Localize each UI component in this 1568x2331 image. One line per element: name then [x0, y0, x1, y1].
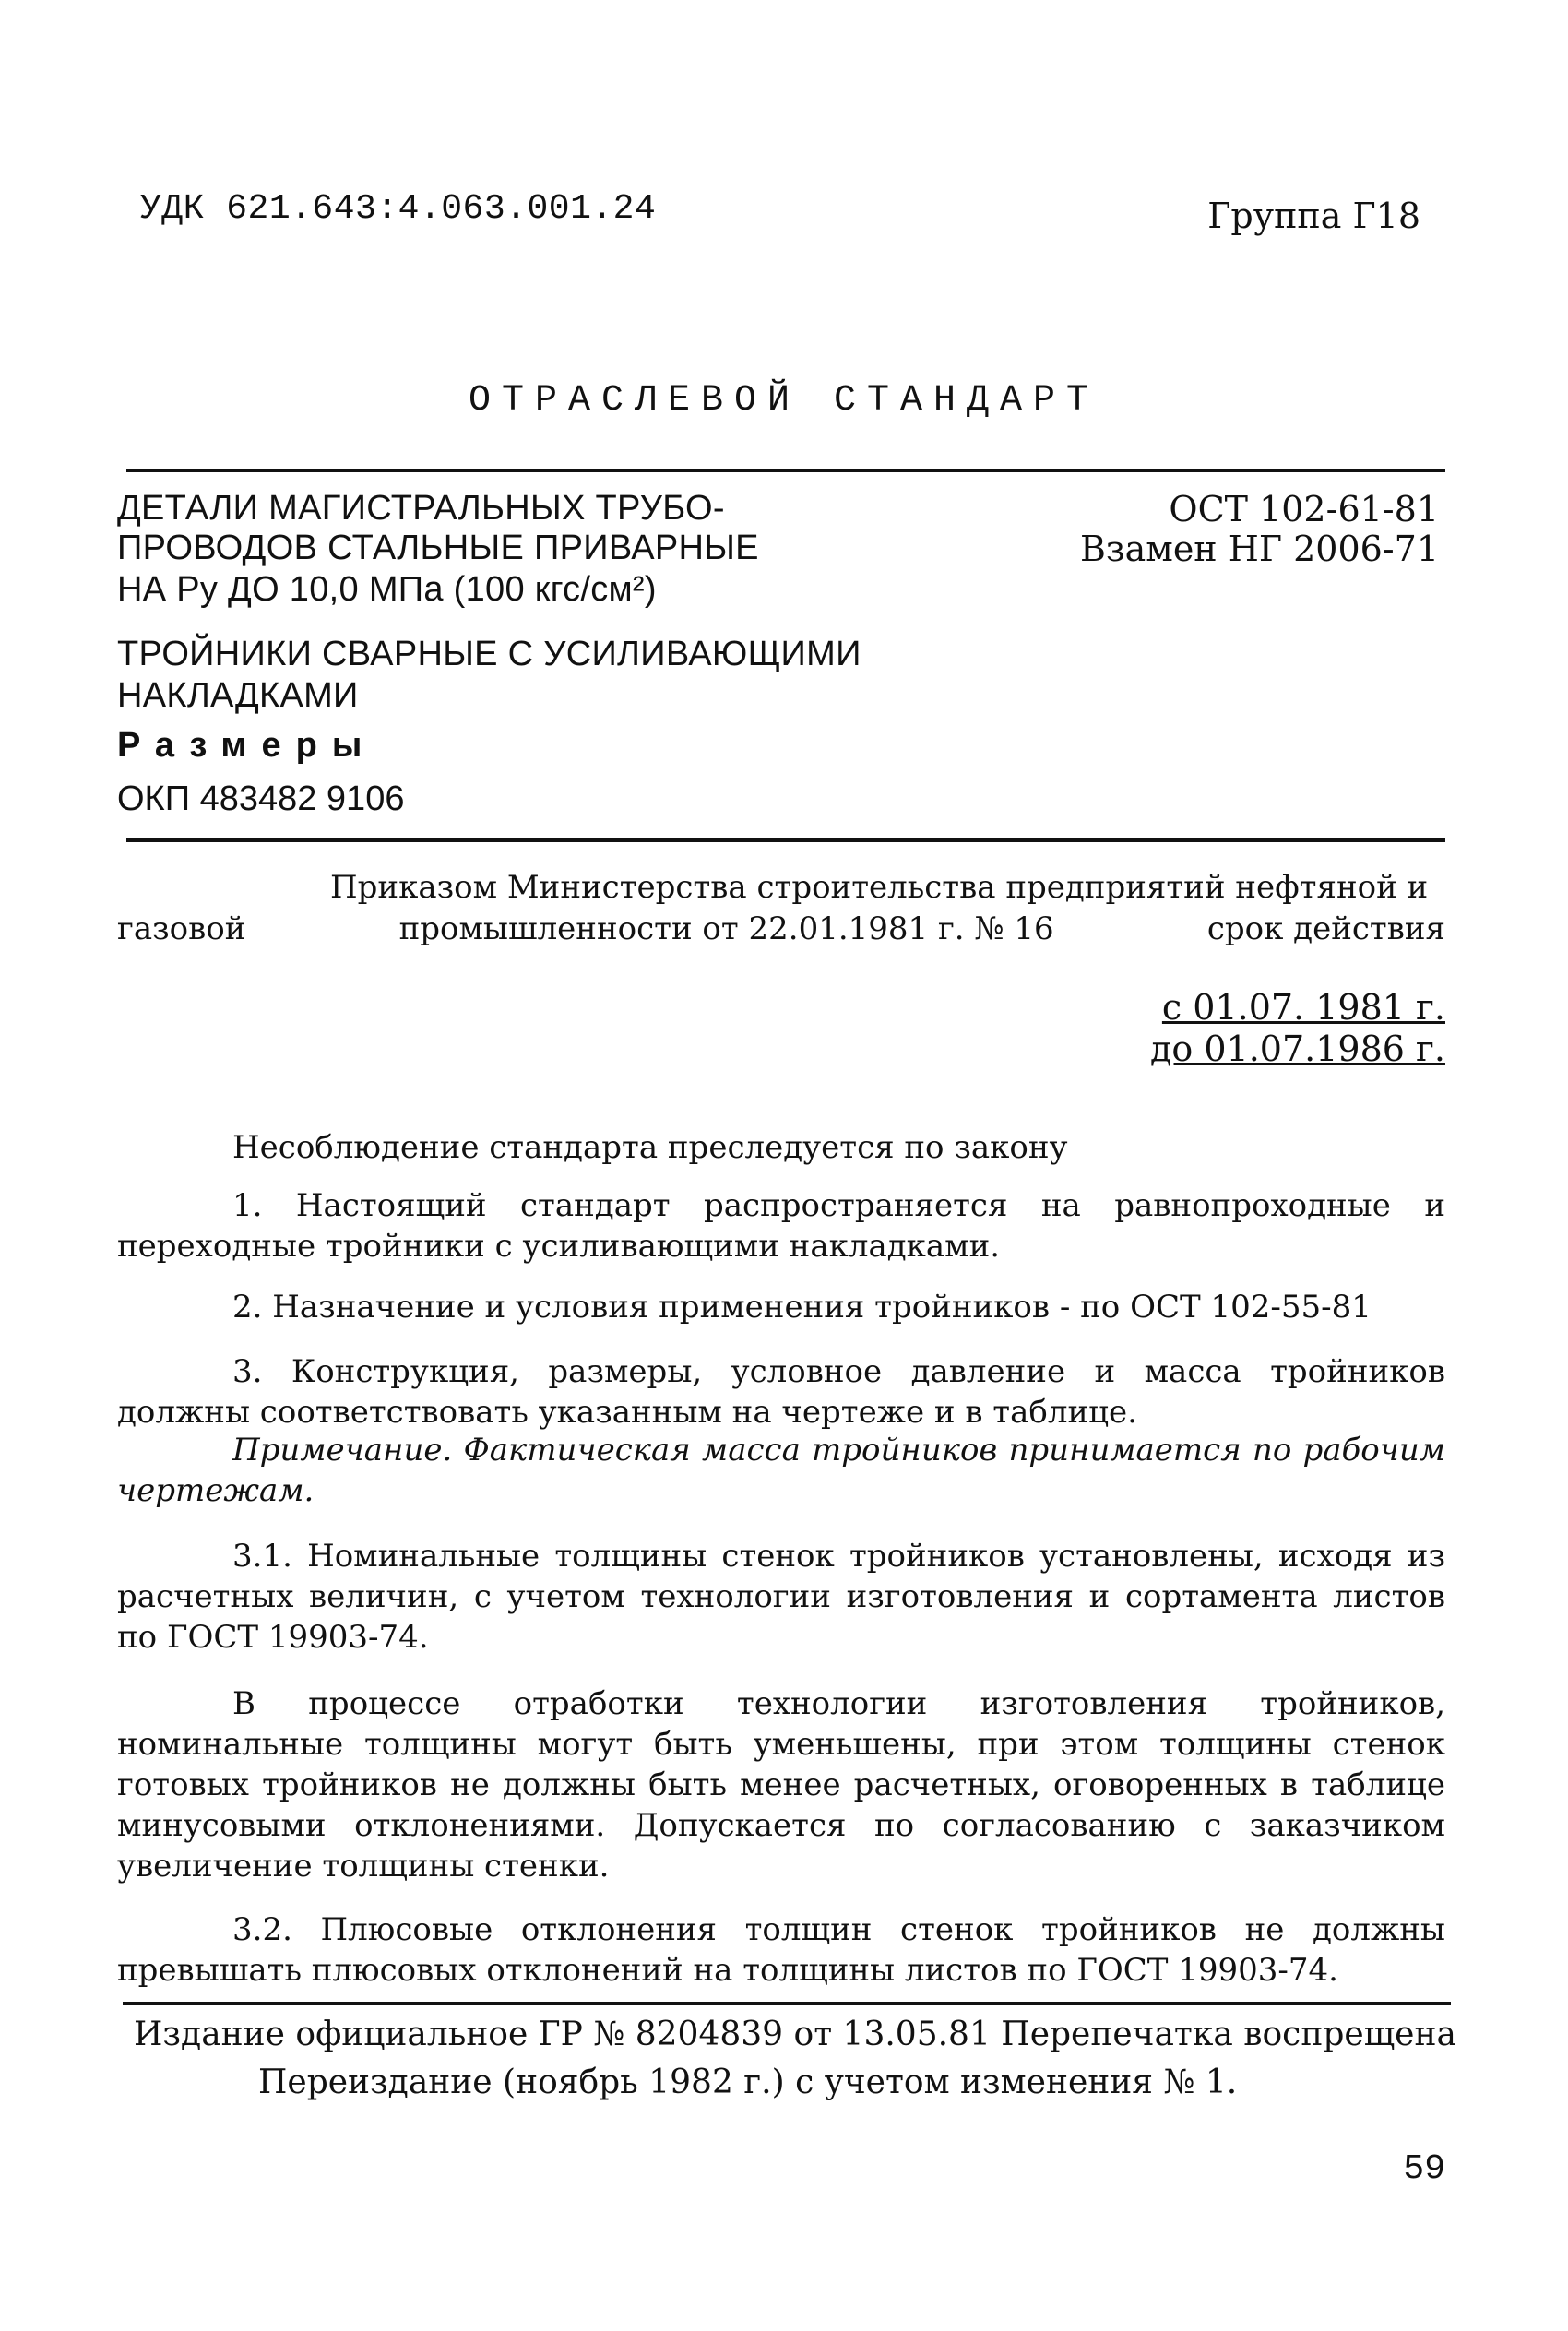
top-rule — [126, 469, 1445, 472]
title-line-3: НА Ру ДО 10,0 МПа (100 кгс/см²) — [117, 570, 657, 609]
clause-1 — [117, 1185, 1445, 1267]
clause-3-1-continued-text: В процессе отработки технологии изготовления тройников, номинальные толщины могут быть уменьшены, при этом толщины стенок готовых тройников не должны быть менее расчетных, оговоренных в таблице минусовыми отклонениями. Допускается по согласованию с заказчиком увеличение толщины стенки. — [117, 1685, 1445, 1885]
footer-rule — [123, 2002, 1451, 2005]
standard-heading: ОТРАСЛЕВОЙ СТАНДАРТ — [468, 380, 1100, 422]
page-number: 59 — [1403, 2149, 1445, 2189]
order-line-2-middle: промышленности от 22.01.1981 г. № 16 — [398, 910, 1054, 947]
validity-date-from: с 01.07. 1981 г. — [1161, 987, 1445, 1028]
title-line-2: ПРОВОДОВ СТАЛЬНЫЕ ПРИВАРНЫЕ — [117, 529, 759, 567]
clause-3-2-text: 3.2. Плюсовые отклонения толщин стенок тройников не должны превышать плюсовых отклонений на толщины листов по ГОСТ 19903-74. — [117, 1911, 1445, 1989]
clause-1-text: 1. Настоящий стандарт распространяется на равнопроходные и переходные тройники с усиливающими накладками. — [117, 1187, 1445, 1265]
edition-note: Издание официальное ГР № 8204839 от 13.05.81 Перепечатка воспрещена — [134, 2016, 1456, 2053]
group-code: Группа Г18 — [1207, 196, 1420, 236]
validity-date-to: до 01.07.1986 г. — [1150, 1029, 1445, 1069]
clause-2: 2. Назначение и условия применения тройников - по ОСТ 102-55-81 — [232, 1289, 1372, 1326]
order-line-2 — [117, 909, 1445, 949]
reissue-note: Переиздание (ноябрь 1982 г.) с учетом изменения № 1. — [258, 2063, 1238, 2101]
subtitle: Размеры — [117, 726, 377, 765]
clause-3-1 — [117, 1536, 1445, 1658]
order-line-1: Приказом Министерства строительства предприятий нефтяной и — [330, 869, 1429, 906]
order-line-2-start: газовой — [117, 910, 246, 947]
standard-code: ОСТ 102-61-81 — [1169, 489, 1439, 529]
replaces-standard: Взамен НГ 2006-71 — [1079, 529, 1439, 569]
clause-3-1-text: 3.1. Номинальные толщины стенок тройников установлены, исходя из расчетных величин, с учетом технологии изготовления и сортамента листов по ГОСТ 19903-74. — [117, 1538, 1445, 1656]
penalty-notice: Несоблюдение стандарта преследуется по закону — [232, 1129, 1068, 1166]
clause-3-text: 3. Конструкция, размеры, условное давление и масса тройников должны соответствовать указанным на чертеже и в таблице. — [117, 1353, 1445, 1431]
okp-code: ОКП 483482 9106 — [117, 779, 405, 818]
clause-3-2 — [117, 1909, 1445, 1991]
order-line-2-end: срок действия — [1206, 910, 1445, 947]
title-line-4: ТРОЙНИКИ СВАРНЫЕ С УСИЛИВАЮЩИМИ — [117, 635, 861, 673]
udc-code: УДК 621.643:4.063.001.24 — [140, 189, 657, 229]
title-line-5: НАКЛАДКАМИ — [117, 676, 359, 715]
header-bottom-rule — [126, 838, 1445, 842]
clause-3 — [117, 1351, 1445, 1433]
note-text: Фактическая масса тройников принимается по рабочим чертежам. — [117, 1432, 1445, 1509]
clause-3-1-continued — [117, 1683, 1445, 1886]
note-label: Примечание. — [232, 1432, 453, 1469]
title-line-1: ДЕТАЛИ МАГИСТРАЛЬНЫХ ТРУБО- — [117, 489, 725, 528]
note — [117, 1430, 1445, 1511]
